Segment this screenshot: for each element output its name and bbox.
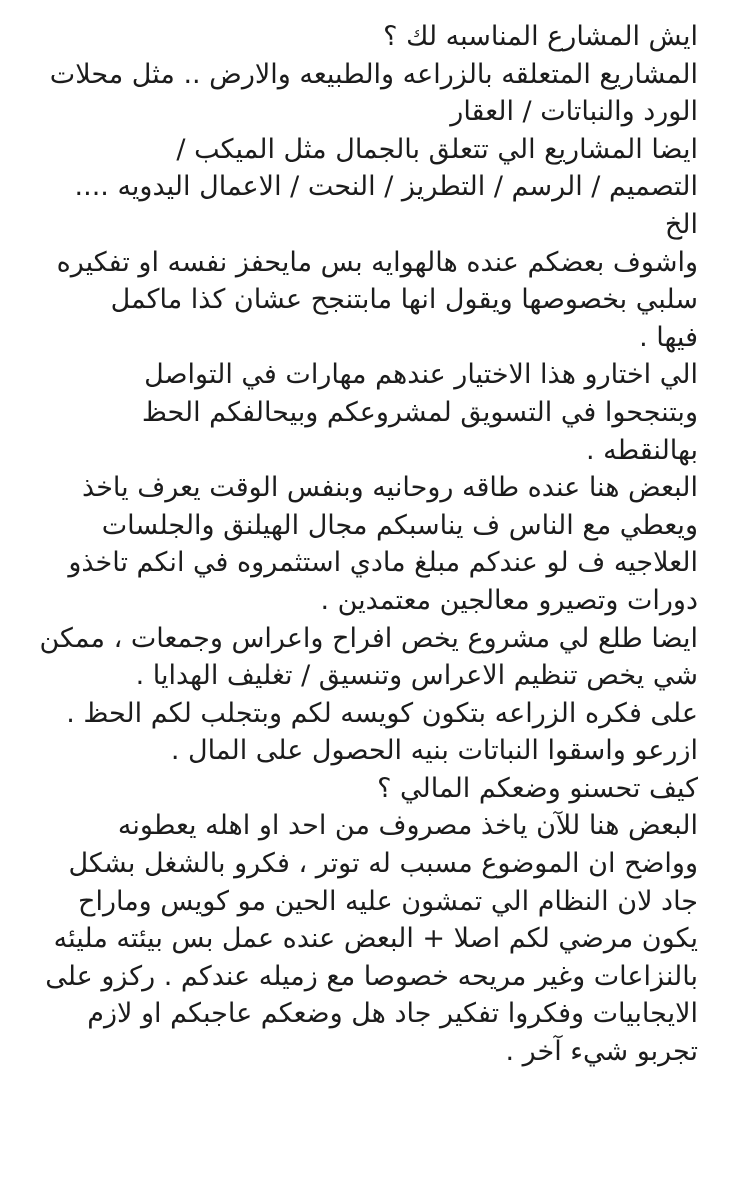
text-line: التصميم / الرسم / التطريز / النحت / الاعمال اليدويه ....	[74, 171, 698, 203]
article-text	[18, 18, 698, 1071]
text-line: فيها .	[639, 321, 698, 353]
text-line: الورد والنباتات / العقار	[450, 96, 698, 128]
text-line: سلبي بخصوصها ويقول انها مابتنجح عشان كذا ماكمل	[110, 284, 698, 316]
text-line: البعض هنا للآن ياخذ مصروف من احد او اهله يعطونه	[117, 810, 698, 842]
text-line: بالنزاعات وغير مريحه خصوصا مع زميله عندكم . ركزو على	[45, 960, 698, 992]
text-line: على فكره الزراعه بتكون كويسه لكم وبتجلب لكم الحظ .	[66, 697, 698, 729]
text-line: البعض هنا عنده طاقه روحانيه وبنفس الوقت يعرف ياخذ	[82, 472, 698, 504]
text-line: شي يخص تنظيم الاعراس وتنسيق / تغليف الهدايا .	[135, 660, 698, 692]
text-line: دورات وتصيرو معالجين معتمدين .	[320, 584, 698, 616]
text-line: ايضا المشاريع الي تتعلق بالجمال مثل الميكب /	[176, 133, 698, 165]
text-line: يكون مرضي لكم اصلا + البعض عنده عمل بس بيئته مليئه	[53, 923, 698, 955]
text-line: كيف تحسنو وضعكم المالي ؟	[377, 772, 698, 804]
text-line: جاد لان النظام الي تمشون عليه الحين مو كويس وماراح	[78, 885, 698, 917]
text-line: المشاريع المتعلقه بالزراعه والطبيعه والارض .. مثل محلات	[49, 58, 698, 90]
text-line: ازرعو واسقوا النباتات بنيه الحصول على المال .	[170, 735, 698, 767]
text-line: الي اختارو هذا الاختيار عندهم مهارات في التواصل	[144, 359, 698, 391]
text-line: الايجابيات وفكروا تفكير جاد هل وضعكم عاجبكم او لازم	[87, 998, 698, 1030]
text-line: وبتنجحوا في التسويق لمشروعكم وبيحالفكم الحظ	[141, 396, 698, 428]
text-line: ايش المشارع المناسبه لك ؟	[383, 21, 698, 52]
text-line: بهالنقطه .	[585, 434, 698, 466]
text-line: وواضح ان الموضوع مسبب له توتر ، فكرو بالشغل بشكل	[68, 848, 698, 880]
text-line: تجربو شيء آخر .	[505, 1036, 698, 1068]
text-line: الخ	[664, 208, 698, 240]
text-line: ايضا طلع لي مشروع يخص افراح واعراس وجمعات ، ممكن	[39, 622, 698, 654]
text-line: ويعطي مع الناس ف يناسبكم مجال الهيلنق والجلسات	[101, 509, 698, 541]
text-line: واشوف بعضكم عنده هالهوايه بس مايحفز نفسه او تفكيره	[56, 246, 698, 278]
text-line: العلاجيه ف لو عندكم مبلغ مادي استثمروه في انكم تاخذو	[68, 547, 698, 579]
